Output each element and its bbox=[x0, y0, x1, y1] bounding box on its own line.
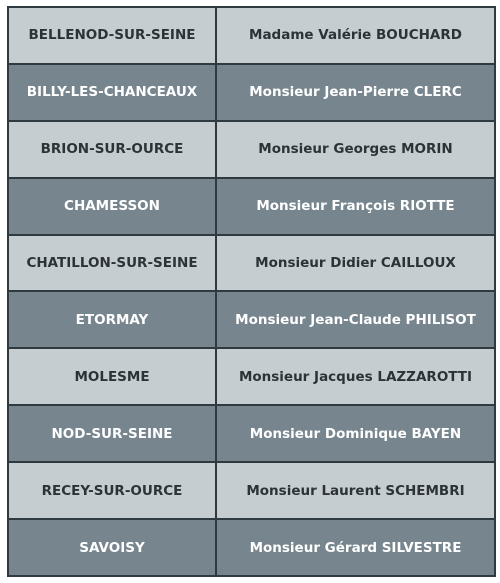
communes-mayors-table bbox=[7, 6, 496, 577]
table-row bbox=[8, 178, 495, 235]
mayor-cell: Monsieur Laurent SCHEMBRI bbox=[216, 462, 495, 519]
commune-cell: BRION-SUR-OURCE bbox=[8, 121, 216, 178]
commune-cell: BILLY-LES-CHANCEAUX bbox=[8, 64, 216, 121]
commune-cell: SAVOISY bbox=[8, 519, 216, 576]
table-row bbox=[8, 462, 495, 519]
commune-cell: BELLENOD-SUR-SEINE bbox=[8, 7, 216, 64]
mayor-cell: Monsieur Gérard SILVESTRE bbox=[216, 519, 495, 576]
table-row bbox=[8, 7, 495, 64]
commune-cell: MOLESME bbox=[8, 348, 216, 405]
commune-cell: CHAMESSON bbox=[8, 178, 216, 235]
mayor-cell: Monsieur Didier CAILLOUX bbox=[216, 235, 495, 292]
mayor-cell: Monsieur Jacques LAZZAROTTI bbox=[216, 348, 495, 405]
mayor-cell: Monsieur Jean-Pierre CLERC bbox=[216, 64, 495, 121]
mayor-cell: Monsieur François RIOTTE bbox=[216, 178, 495, 235]
commune-cell: ETORMAY bbox=[8, 291, 216, 348]
table-row bbox=[8, 348, 495, 405]
table-row bbox=[8, 405, 495, 462]
commune-cell: NOD-SUR-SEINE bbox=[8, 405, 216, 462]
table-row bbox=[8, 235, 495, 292]
table-row bbox=[8, 64, 495, 121]
mayor-cell: Monsieur Georges MORIN bbox=[216, 121, 495, 178]
table-row bbox=[8, 291, 495, 348]
table-row bbox=[8, 519, 495, 576]
commune-cell: CHATILLON-SUR-SEINE bbox=[8, 235, 216, 292]
mayor-cell: Madame Valérie BOUCHARD bbox=[216, 7, 495, 64]
commune-cell: RECEY-SUR-OURCE bbox=[8, 462, 216, 519]
communes-table-container bbox=[7, 6, 494, 577]
table-row bbox=[8, 121, 495, 178]
mayor-cell: Monsieur Dominique BAYEN bbox=[216, 405, 495, 462]
mayor-cell: Monsieur Jean-Claude PHILISOT bbox=[216, 291, 495, 348]
